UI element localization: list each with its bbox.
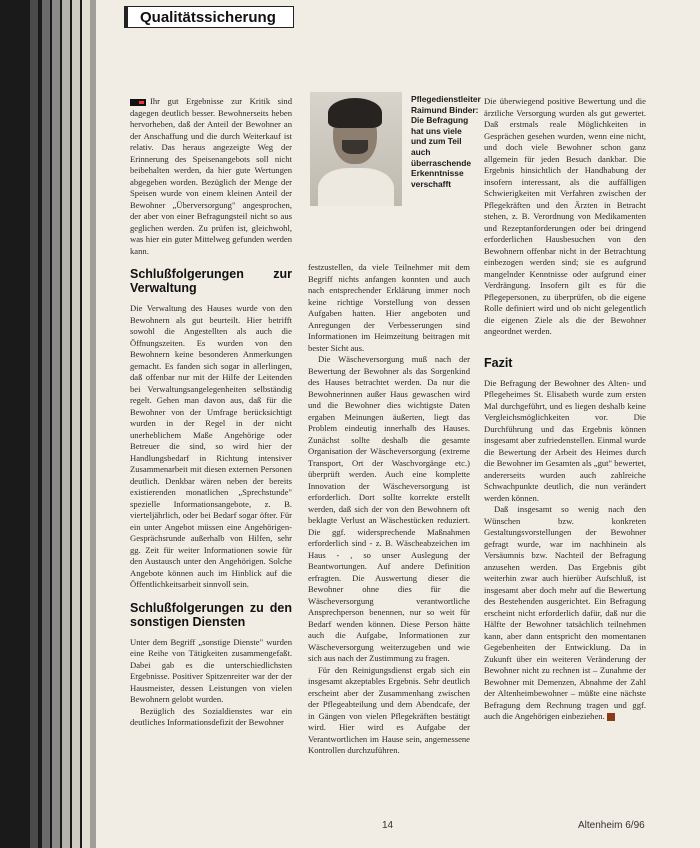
heading-verwaltung: Schlußfolgerungen zur Verwaltung [130, 267, 292, 295]
photo-caption: Pflegedienstleiter Raimund Binder: Die Befragung hat uns viele und zum Teil auch überraschende Erkenntnisse verschafft [411, 94, 481, 189]
column-2-paragraph-1: festzustellen, da viele Teilnehmer mit dem Begriff nichts anfangen konnten und auch nach entsprechender Erklärung immer noch keine richtige Vorstellung von dessen Aufgaben hatten. Hier angeboten und Anregungen der Verbesserungen sind Informationen im Heimzeitung beitragen mit bester Sicht aus. [308, 262, 470, 353]
column-2-paragraph-3: Für den Reinigungsdienst ergab sich ein insgesamt akzeptables Ergebnis. Sehr deutlich erscheint aber der Zusammenhang zwischen der Pflegeabteilung und dem Abendcafe, der in Gängen von vielen Pflegekräften bestätigt wird. Hier wird es Aufgabe der Verantwortlichen im Hause sein, angemessene Kontrollen durchzuführen. [308, 664, 470, 755]
heading-dienste: Schlußfolgerungen zu den sonstigen Diensten [130, 600, 292, 629]
end-mark-icon [607, 713, 615, 721]
paragraph-dienste-1: Unter dem Begriff „sonstige Dienste" wurden eine Reihe von Tätigkeiten zusammengefaßt. Dabei gab es die unterschiedlichsten Ergebnisse. Positiver Spitzenreiter war der der Hausmeister, dessen Leistungen von vielen Bewohnern gelobt wurden. [130, 636, 292, 704]
page-number: 14 [382, 820, 394, 831]
photo-hair [328, 98, 382, 128]
intro-text: Ihr gut Ergebnisse zur Kritik sind dagegen deutlich besser. Bewohnerseits heben hervorheben, daß der Anteil der Bewohner an der Anschaffung und die durch Weiterkauf ist relativ. Das heraus angezeigte Weg der Erinnerung des Speisenangebots soll nicht beibehalten werden, da hier gute Wertungen abgegeben worden. Bezüglich der Menge der Speisen wurde von einem kleinen Anteil der Bewohner „Überversorgung" angesprochen, der aber von einer Befragungsteil nicht so aus geglichen werden. Zu prüfen ist, gleichwohl, was hier ein guter Mittelweg gefunden werden kann. [130, 96, 292, 256]
column-1-intro [130, 96, 292, 257]
paragraph-verwaltung: Die Verwaltung des Hauses wurde von den Bewohnern als gut beurteilt. Hier betrifft sowohl die Angestellten als auch die Öffnungszeiten. Es wurden von den Bewohnern keine besonderen Anmerkungen gemacht. Es fanden sich sogar in allerlingen, daß offenbar nur mit der Hilfe der Leitenden bei Verwaltungsangelegenheiten selbständig regelt. Gehen man davon aus, daß für die Bewohner von der Umfrage berücksichtigt wurden in der Regel in der nicht unerheblichem Maße Angehörige oder Betreuer die sind, so wird hier der Handlungsbedarf in Richtung intensiver Zusammenarbeit mit diesen externen Personen deutlich. Denkbar wären neben der bereits existierenden monatlichen „Sprechstunde" spezielle Informationsangebote, z. B. vierteljährlich, oder bei Bedarf sogar öfter. Für ein unter Angebot müssen eine Angehörigen-Gesprächsrunde außerhalb von Hilfen, sehr gg. Zeit für weiter Informationen sowie für den Austausch unter den Angehörigen. Solche Angebote können auch im Hinblick auf die Öffentlichkeitsarbeit sinnvoll sein. [130, 303, 292, 589]
heading-fazit: Fazit [484, 355, 513, 370]
page-stack-edges [0, 0, 96, 848]
fazit-2-text: Daß insgesamt so wenig nach den Wünschen bzw. konkreten Gestaltungsvorstellungen der Bewohner gefragt wurde, war im nachhinein als Versäumnis bzw. Nachteil der Befragung anzusehen werden. Das Ergebnis gibt weiterhin zwar auch hierüber Aufschluß, ist insgesamt aber doch mehr auf die Bewertung des Bestehenden ausgerichtet. Ein Befragung erscheint nicht erforderlich dafür, daß nur die Hälfte der Bewohner tatsächlich teilnehmen kann, aber dann entspricht den momentanen Gegebenheiten der Entwicklung. Da in Zukunft über ein weiteren Veränderung der Bewohner nicht zu rechnen ist – Zunahme der Bewohner mit Demenzen, Abnahme der Zahl der Altenheimbewohner – müßte eine nächste Befragung dem Rechnung tragen und ggf. auch die Angehörigen einbeziehen. [484, 504, 646, 721]
paragraph-fazit-1: Die Befragung der Bewohner des Alten- und Pflegeheimes St. Elisabeth wurde zum ersten Mal durchgeführt, und es liegen deshalb keine Vergleichsmöglichkeiten vor. Die Durchführung und das Ergebnis können insgesamt aber zufriedenstellen. Einmal wurde die Bewertung der Arbeit des Heimes durch die Bewohner im Gesamten als „gut" bewertet, andererseits wurden auch zahlreiche Schwachpunkte deutlich, die nun verändert werden können. [484, 377, 646, 503]
section-title: Qualitätssicherung [124, 6, 294, 28]
issue-label: Altenheim 6/96 [578, 820, 645, 831]
column-3 [484, 96, 646, 723]
section-marker-icon [130, 99, 146, 106]
column-3-paragraph-1: Die überwiegend positive Bewertung und die ärztliche Versorgung wurden als gut gewertet. Daß erstmals reale Möglichkeiten in Gesprächen gesehen wurden, wenn eine nicht, und doch viele Bewohner schon ganz allgemein für jeden Besuch dankbar. Die Ergebnis hinsichtlich der Handhabung der insofern interessant, als die auffälligen Schwierigkeiten mit Verfahren zwischen der Pflegekräften und den Ärzten in Betracht stehen, z. B. Verordnung von Medikamenten und Rezeptanforderungen oder bei dringend erforderlichen Hausbesuchen von den Bewohnern offenbar nicht in der Betrachtung einbezogen werden sind; sie es aufgrund mangelnder Kenntnisse oder aufgrund einer Verdrängung. Insofern gilt es für die Pflegepersonen, zu überprüfen, ob die eigene Rolle definiert wird und ob nicht gelegentlich die eigenen Ziele als die der Bewohner angeordnet werden. [484, 96, 646, 336]
photo-shirt [318, 168, 394, 206]
column-1 [130, 96, 292, 729]
paragraph-dienste-2: Bezüglich des Sozialdienstes war ein deutliches Informationsdefizit der Bewohner [130, 705, 292, 727]
photo-beard [342, 140, 368, 154]
column-2 [308, 262, 470, 757]
paragraph-fazit-2 [484, 504, 646, 723]
portrait-photo [310, 92, 402, 206]
column-2-paragraph-2: Die Wäscheversorgung muß nach der Bewertung der Bewohner als das Sorgenkind des Hauses betrachtet werden. Da nur die Bewohnerinnen außer Haus gewaschen wird und die Bewohner dies wichtigste Daten ergaben Meinungen äußerten, liegt das Problem eindeutig innerhalb des Hauses. Zunächst sollte deshalb die gesamte Organisation der Wäscheversorgung (extreme Transport, Ort der Waschvorgänge etc.) überprüft werden. Auch eine komplette Innovation der Wäscheversorgung ist erforderlich. Dort sollte korrekte erstellt werden, daß sich der von den Bewohnern oft beklagte Verlust an Wäschestücken reduziert. Die ggf. widersprechende Maßnahmen erforderlich sind - z. B. Wäscheabzeichen im Haus - , so unser Auslegung der Beantwortungen. Auf andere Definition erfragten. Die Auswertung dieser die Bewohner ohne dies für die Wäscheversorgung verantwortliche Ansprechperson benennen, nur so weit für Bedarf wenden können. Diese Person hätte auch die Aufgabe, Informationen zur Wäscheversorgung weiterzugeben und wie sich aus nach der Zustimmung zu fragen. [308, 354, 470, 663]
